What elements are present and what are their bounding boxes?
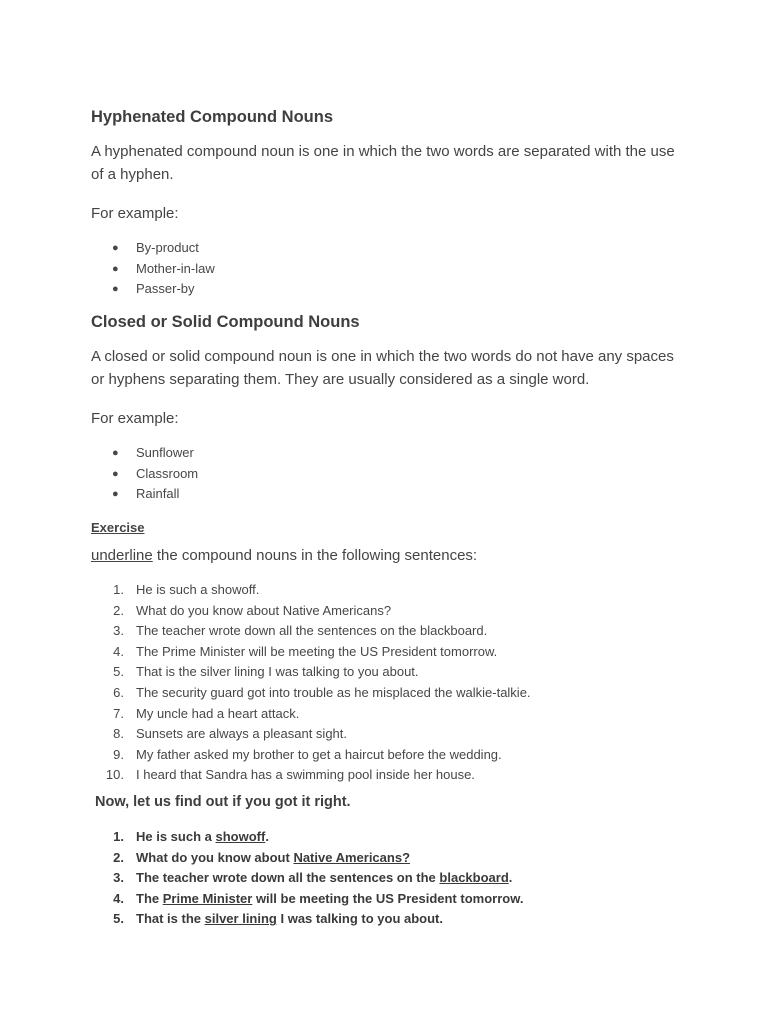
bullet-icon: ●: [112, 262, 119, 275]
exercise-label: Exercise: [91, 520, 145, 535]
section-description-closed: A closed or solid compound noun is one in which the two words do not have any spaces or hyphens separating them. They are usually considered as a single word.: [91, 348, 674, 388]
example-list-hyphenated: [91, 238, 215, 300]
exercise-instruction: [91, 547, 477, 564]
list-item: 5. That is the silver lining I was talking to you about.: [113, 664, 419, 680]
list-item: 4. The Prime Minister will be meeting the US President tomorrow.: [113, 890, 524, 906]
bullet-icon: ●: [112, 467, 119, 480]
list-item: 1. He is such a showoff.: [113, 829, 269, 844]
section-title-closed: Closed or Solid Compound Nouns: [91, 313, 360, 331]
bullet-icon: ●: [112, 283, 119, 296]
list-item: ● Sunflower: [91, 443, 198, 464]
answer-list: [91, 827, 523, 930]
list-item: ● Passer-by: [91, 279, 215, 300]
list-item: 2. What do you know about Native Americans?: [113, 602, 392, 618]
answer-compound-noun: blackboard: [439, 870, 509, 886]
instruction-text: the compound nouns in the following sentences:: [152, 547, 478, 564]
list-item: ● Mother-in-law: [91, 259, 215, 280]
list-item: 4. The Prime Minister will be meeting the US President tomorrow.: [113, 643, 498, 659]
for-example-label: For example:: [91, 410, 179, 427]
bullet-icon: ●: [112, 242, 119, 254]
answer-compound-noun: silver lining: [204, 911, 277, 927]
section-title-hyphenated: Hyphenated Compound Nouns: [91, 108, 333, 126]
list-item: 9. My father asked my brother to get a haircut before the wedding.: [113, 746, 502, 762]
list-item: ● Classroom: [91, 464, 198, 485]
list-item: ● By-product: [91, 238, 215, 259]
section-description-hyphenated: A hyphenated compound noun is one in which the two words are separated with the use of a hyphen.: [91, 143, 675, 183]
list-item: 1. He is such a showoff.: [113, 582, 260, 597]
answers-heading: Now, let us find out if you got it right.: [95, 794, 351, 810]
list-item: 2. What do you know about Native Americans?: [113, 849, 411, 865]
exercise-sentence-list: [91, 580, 531, 786]
list-item: 6. The security guard got into trouble as he misplaced the walkie-talkie.: [113, 684, 531, 700]
list-item: 3. The teacher wrote down all the sentences on the blackboard.: [113, 870, 513, 886]
list-item: ● Rainfall: [91, 484, 198, 505]
answer-compound-noun: Prime Minister: [162, 890, 253, 906]
answer-compound-noun: showoff: [215, 829, 266, 844]
answer-compound-noun: Native Americans?: [293, 849, 411, 865]
example-list-closed: [91, 443, 198, 505]
for-example-label: For example:: [91, 205, 179, 222]
list-item: 7. My uncle had a heart attack.: [113, 705, 300, 721]
list-item: 3. The teacher wrote down all the sentences on the blackboard.: [113, 623, 488, 639]
list-item: 8. Sunsets are always a pleasant sight.: [113, 726, 348, 742]
list-item: 10. I heard that Sandra has a swimming pool inside her house.: [105, 767, 475, 783]
instruction-underlined-word: underline: [91, 547, 153, 564]
bullet-icon: ●: [112, 447, 119, 459]
list-item: 5. That is the silver lining I was talking to you about.: [113, 911, 443, 927]
bullet-icon: ●: [112, 488, 119, 501]
